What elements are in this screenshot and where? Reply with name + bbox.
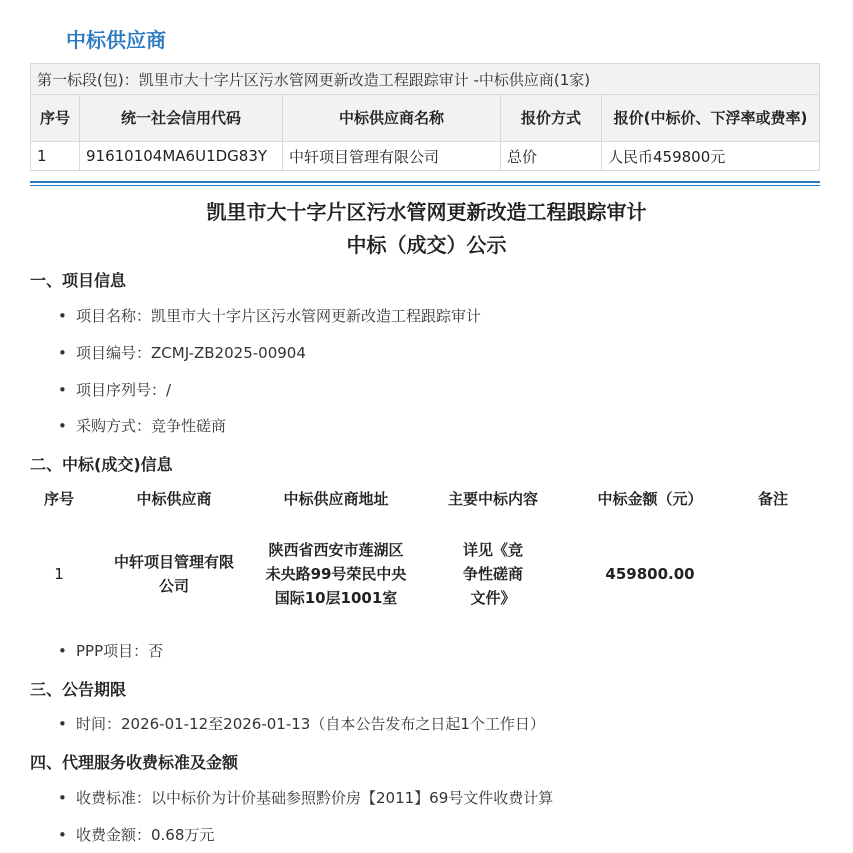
section-heading-award-info: 二、中标(成交)信息	[30, 455, 173, 474]
divider	[30, 181, 820, 183]
cell-index: 1	[31, 142, 80, 171]
col-header-index: 序号	[31, 95, 80, 142]
project-serial: 项目序列号：/	[76, 381, 172, 399]
bullet-icon: •	[58, 307, 67, 325]
supplier-table-caption: 第一标段(包)：凯里市大十字片区污水管网更新改造工程跟踪审计 -中标供应商(1家)	[31, 64, 820, 95]
section-heading-period: 三、公告期限	[30, 680, 127, 699]
section-heading-project-info: 一、项目信息	[30, 271, 127, 290]
cell-quote: 人民币459800元	[602, 142, 820, 171]
cell-note	[726, 518, 820, 630]
section-heading-fees: 四、代理服务收费标准及金额	[30, 753, 239, 772]
cell-amount: 459800.00	[605, 565, 695, 583]
document-subtitle: 中标（成交）公示	[346, 233, 507, 257]
cell-address: 陕西省西安市莲湖区未央路99号荣民中央国际10层1001室	[265, 541, 407, 607]
list-item	[58, 640, 163, 661]
col-header-address: 中标供应商地址	[283, 489, 389, 508]
project-name: 项目名称：凯里市大十字片区污水管网更新改造工程跟踪审计	[76, 307, 482, 325]
bullet-icon: •	[58, 417, 67, 435]
bullet-icon: •	[58, 642, 67, 660]
table-row	[31, 142, 820, 171]
project-number: 项目编号：ZCMJ-ZB2025-00904	[76, 344, 306, 362]
bullet-icon: •	[58, 715, 67, 733]
col-header-quote-method: 报价方式	[501, 95, 602, 142]
col-header-note: 备注	[757, 489, 788, 508]
list-item	[58, 787, 553, 808]
cell-supplier-name: 中轩项目管理有限公司	[283, 142, 501, 171]
cell-index: 1	[54, 565, 64, 583]
supplier-section-title: 中标供应商	[66, 28, 166, 52]
supplier-table	[30, 63, 820, 171]
col-header-quote: 报价(中标价、下浮率或费率)	[602, 95, 820, 142]
list-item	[58, 824, 214, 845]
list-item	[58, 713, 545, 734]
col-header-content: 主要中标内容	[447, 489, 538, 508]
cell-content: 详见《竞争性磋商文件》	[462, 541, 523, 607]
list-item	[58, 342, 306, 363]
bullet-icon: •	[58, 344, 67, 362]
notice-period: 时间：2026-01-12至2026-01-13（自本公告发布之日起1个工作日）	[76, 715, 545, 733]
divider	[30, 185, 820, 186]
col-header-credit-code: 统一社会信用代码	[80, 95, 283, 142]
col-header-supplier: 中标供应商	[136, 489, 212, 508]
list-item	[58, 415, 226, 436]
cell-supplier: 中轩项目管理有限公司	[113, 553, 234, 595]
col-header-amount: 中标金额（元）	[597, 489, 703, 508]
procurement-method: 采购方式：竞争性磋商	[76, 417, 227, 435]
table-row	[30, 518, 820, 630]
ppp-flag: PPP项目：否	[76, 642, 164, 660]
award-table	[30, 478, 820, 630]
cell-quote-method: 总价	[501, 142, 602, 171]
col-header-supplier-name: 中标供应商名称	[283, 95, 501, 142]
document-title: 凯里市大十字片区污水管网更新改造工程跟踪审计	[206, 200, 647, 224]
list-item	[58, 379, 171, 400]
list-item	[58, 305, 481, 326]
bullet-icon: •	[58, 381, 67, 399]
cell-credit-code: 91610104MA6U1DG83Y	[80, 142, 283, 171]
fee-standard: 收费标准：以中标价为计价基础参照黔价房【2011】69号文件收费计算	[76, 789, 554, 807]
fee-amount: 收费金额：0.68万元	[76, 826, 215, 844]
col-header-index: 序号	[43, 489, 74, 508]
bullet-icon: •	[58, 826, 67, 844]
bullet-icon: •	[58, 789, 67, 807]
